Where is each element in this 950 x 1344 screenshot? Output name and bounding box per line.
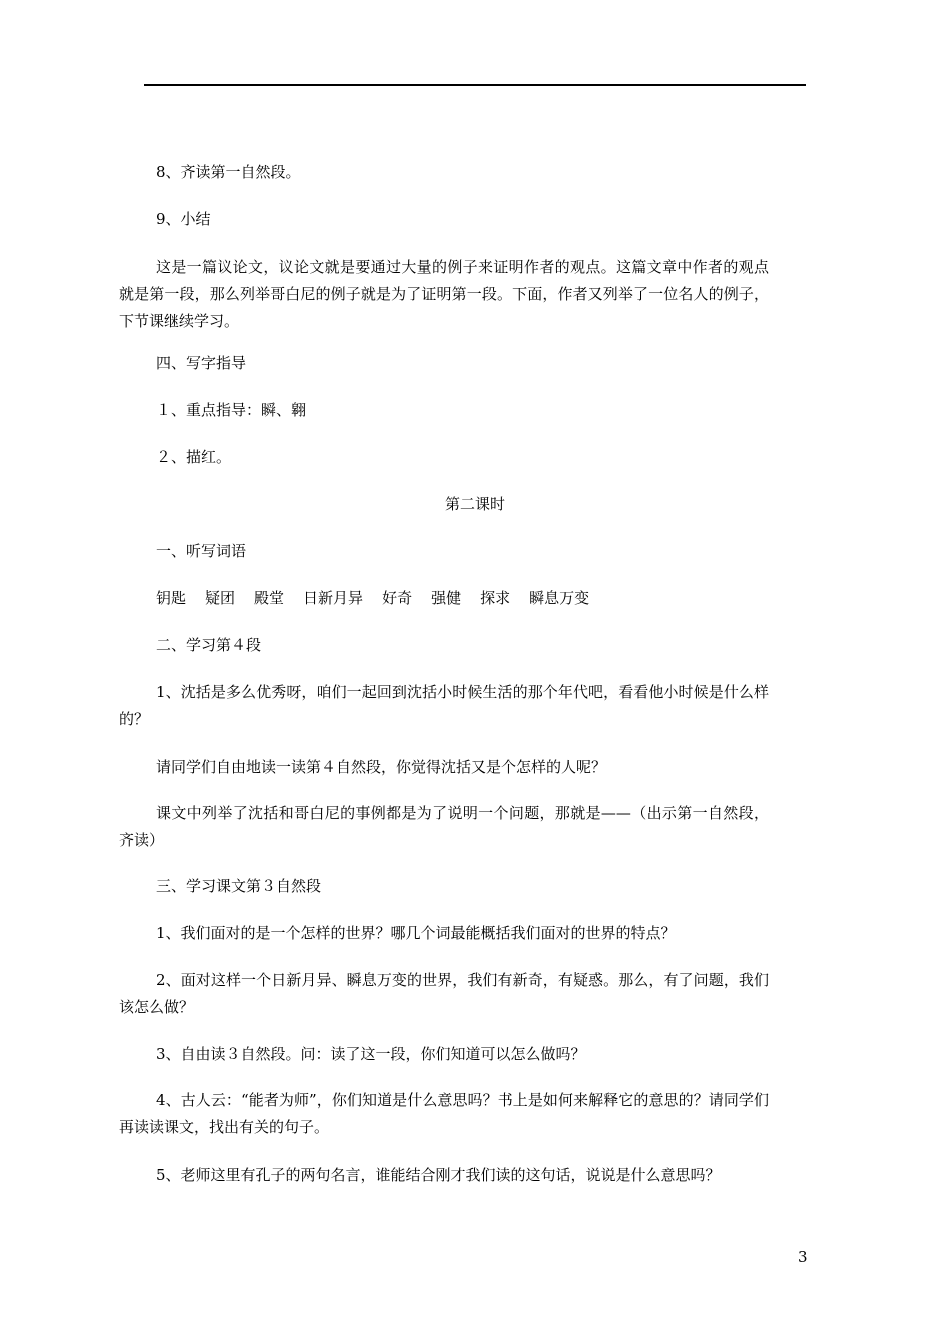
summary-paragraph: 这是一篇议论文，议论文就是要通过大量的例子来证明作者的观点。这篇文章中作者的观点就是第一段，那么列举哥白尼的例子就是为了证明第一段。下面，作者又列举了一位名人的例子，下节课继续学习。 [119,258,769,330]
header-rule [144,84,806,86]
vocab-word: 好奇 [382,589,413,607]
study-para3-heading: 三、学习课文第３自然段 [156,877,322,895]
study3-question-2: 2、面对这样一个日新月异、瞬息万变的世界，我们有新奇，有疑惑。那么，有了问题，我们该怎么做？ [119,971,769,1016]
item-9: 9、小结 [156,210,211,228]
vocab-list [156,588,589,608]
writing-item-2: ２、描红。 [156,448,232,466]
study4-question-2: 请同学们自由地读一读第４自然段，你觉得沈括又是个怎样的人呢？ [156,758,607,776]
vocab-word: 探求 [480,589,511,607]
lesson-two-title: 第二课时 [444,495,505,513]
writing-item-1: １、重点指导：瞬、翱 [156,401,307,419]
study3-question-4: 4、古人云：“能者为师”，你们知道是什么意思吗？书上是如何来解释它的意思的？请同学们再读读课文，找出有关的句子。 [119,1091,769,1136]
vocab-word: 瞬息万变 [529,589,590,607]
dictation-heading: 一、听写词语 [156,542,247,560]
page-number: 3 [798,1248,808,1266]
study3-question-1: 1、我们面对的是一个怎样的世界？哪几个词最能概括我们面对的世界的特点？ [156,924,676,942]
vocab-word: 钥匙 [156,589,187,607]
study3-question-5: 5、老师这里有孔子的两句名言，谁能结合刚才我们读的这句话，说说是什么意思吗？ [156,1166,721,1184]
study3-question-3: 3、自由读３自然段。问：读了这一段，你们知道可以怎么做吗？ [156,1045,586,1063]
study-para4-heading: 二、学习第４段 [156,636,262,654]
vocab-word: 殿堂 [254,589,285,607]
item-8: 8、齐读第一自然段。 [156,163,301,181]
vocab-word: 疑团 [205,589,236,607]
study4-question-3: 课文中列举了沈括和哥白尼的事例都是为了说明一个问题，那就是——（出示第一自然段，齐读） [119,804,769,849]
section-four-heading: 四、写字指导 [156,354,247,372]
study4-question-1: 1、沈括是多么优秀呀，咱们一起回到沈括小时候生活的那个年代吧，看看他小时候是什么样的？ [119,683,769,728]
vocab-word: 日新月异 [303,589,364,607]
vocab-word: 强健 [431,589,462,607]
